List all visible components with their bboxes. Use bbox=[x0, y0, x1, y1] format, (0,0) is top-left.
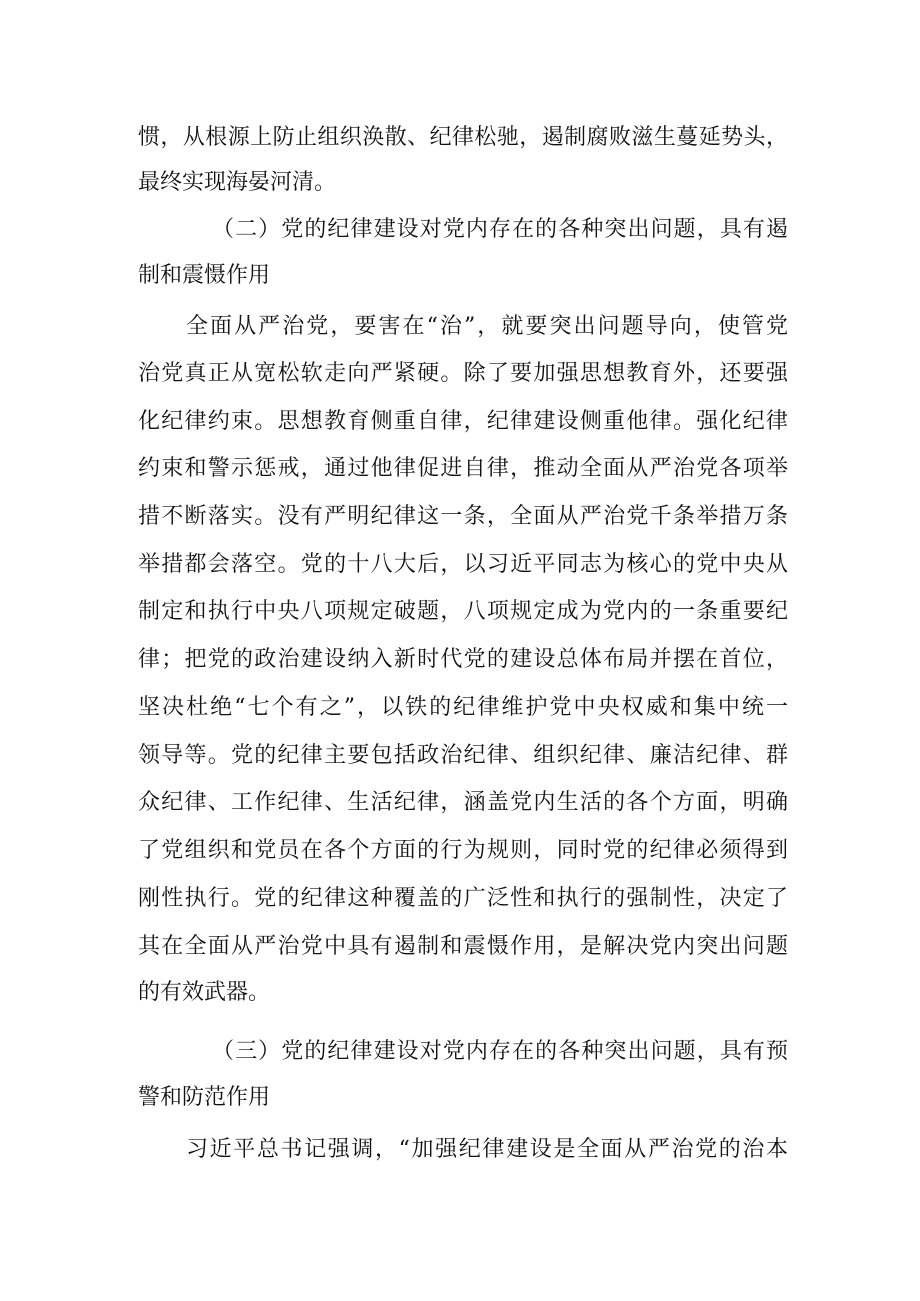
text-line: 其在全面从严治党中具有遏制和震慑作用，是解决党内突出问题 bbox=[138, 934, 788, 959]
text-line: 坚决杜绝“七个有之”，以铁的纪律维护党中央权威和集中统一 bbox=[138, 695, 788, 720]
section-heading-3-cont: 警和防范作用 bbox=[138, 1085, 271, 1110]
text-line: 制定和执行中央八项规定破题，八项规定成为党内的一条重要纪 bbox=[138, 599, 788, 624]
text-line: 的有效武器。 bbox=[138, 980, 271, 1005]
text-line: 领导等。党的纪律主要包括政治纪律、组织纪律、廉洁纪律、群 bbox=[138, 743, 788, 768]
text-line: 刚性执行。党的纪律这种覆盖的广泛性和执行的强制性，决定了 bbox=[138, 886, 788, 911]
paragraph-start: 全面从严治党，要害在“治”，就要突出问题导向，使管党 bbox=[186, 314, 788, 339]
text-line: 治党真正从宽松软走向严紧硬。除了要加强思想教育外，还要强 bbox=[138, 361, 788, 386]
text-line: 措不断落实。没有严明纪律这一条，全面从严治党千条举措万条 bbox=[138, 504, 788, 529]
text-line: 惯，从根源上防止组织涣散、纪律松驰，遏制腐败滋生蔓延势头， bbox=[138, 125, 788, 150]
section-heading-2: （二）党的纪律建设对党内存在的各种突出问题，具有遏 bbox=[212, 217, 788, 242]
text-line: 化纪律约束。思想教育侧重自律，纪律建设侧重他律。强化纪律 bbox=[138, 409, 788, 434]
text-line: 众纪律、工作纪律、生活纪律，涵盖党内生活的各个方面，明确 bbox=[138, 790, 788, 815]
text-line: 约束和警示惩戒，通过他律促进自律，推动全面从严治党各项举 bbox=[138, 456, 788, 481]
text-line: 最终实现海晏河清。 bbox=[138, 170, 337, 195]
section-heading-2-cont: 制和震慑作用 bbox=[138, 263, 271, 288]
paragraph-start: 习近平总书记强调，“加强纪律建设是全面从严治党的治本 bbox=[186, 1137, 788, 1162]
text-line: 了党组织和党员在各个方面的行为规则，同时党的纪律必须得到 bbox=[138, 838, 788, 863]
text-line: 举措都会落空。党的十八大后，以习近平同志为核心的党中央从 bbox=[138, 552, 788, 577]
section-heading-3: （三）党的纪律建设对党内存在的各种突出问题，具有预 bbox=[212, 1039, 788, 1064]
text-line: 律；把党的政治建设纳入新时代党的建设总体布局并摆在首位， bbox=[138, 647, 788, 672]
